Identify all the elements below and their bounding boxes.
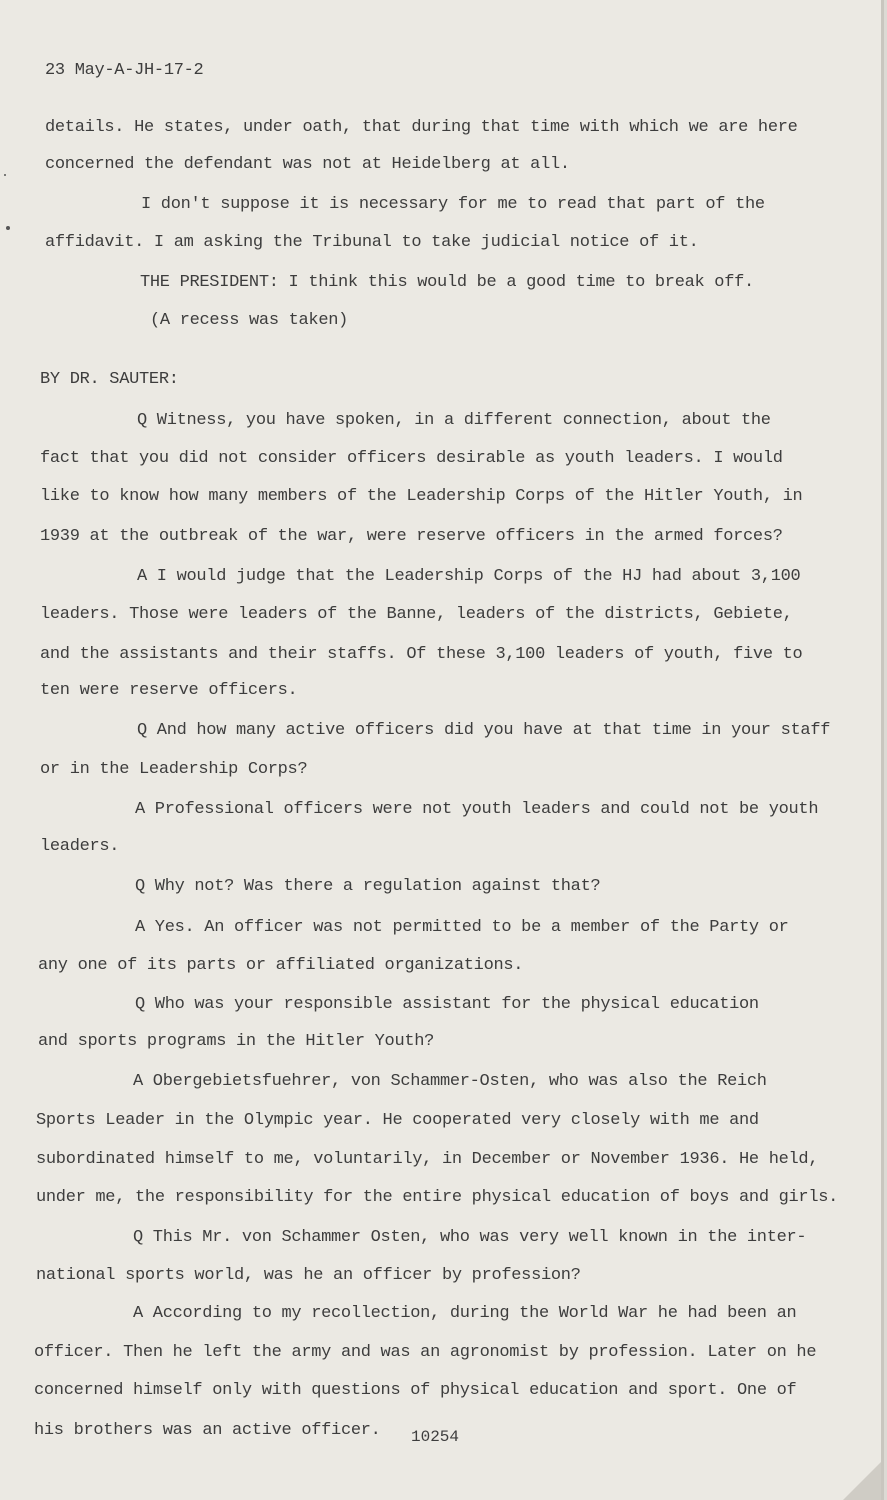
text-line: officer. Then he left the army and was an agronomist by profession. Later on he: [34, 1343, 817, 1362]
text-line: leaders. Those were leaders of the Banne, leaders of the districts, Gebiete,: [40, 605, 793, 624]
text-line: Q Why not? Was there a regulation against that?: [135, 877, 601, 896]
text-line: his brothers was an active officer.: [34, 1421, 381, 1440]
text-line: Q This Mr. von Schammer Osten, who was very well known in the inter-: [133, 1228, 807, 1247]
text-line: any one of its parts or affiliated organizations.: [38, 956, 524, 975]
text-line: subordinated himself to me, voluntarily, in December or November 1936. He held,: [36, 1150, 819, 1169]
text-line: or in the Leadership Corps?: [40, 760, 308, 779]
header-reference: 23 May-A-JH-17-2: [45, 61, 204, 80]
text-line: THE PRESIDENT: I think this would be a good time to break off.: [140, 273, 754, 292]
text-line: ten were reserve officers.: [40, 681, 298, 700]
text-line: A Professional officers were not youth leaders and could not be youth: [135, 800, 819, 819]
margin-mark: [6, 226, 10, 230]
text-line: (A recess was taken): [150, 311, 349, 330]
text-line: Q Witness, you have spoken, in a different connection, about the: [137, 411, 771, 430]
text-line: affidavit. I am asking the Tribunal to take judicial notice of it.: [45, 233, 699, 252]
text-line: 1939 at the outbreak of the war, were reserve officers in the armed forces?: [40, 527, 783, 546]
text-line: fact that you did not consider officers desirable as youth leaders. I would: [40, 449, 783, 468]
page-number: 10254: [411, 1428, 460, 1446]
text-line: details. He states, under oath, that during that time with which we are here: [45, 118, 798, 137]
text-line: A Obergebietsfuehrer, von Schammer-Osten, who was also the Reich: [133, 1072, 767, 1091]
text-line: A I would judge that the Leadership Corps of the HJ had about 3,100: [137, 567, 801, 586]
text-line: A Yes. An officer was not permitted to be a member of the Party or: [135, 918, 789, 937]
margin-mark: [4, 174, 6, 176]
text-line: concerned the defendant was not at Heidelberg at all.: [45, 155, 570, 174]
text-line: Q And how many active officers did you have at that time in your staff: [137, 721, 831, 740]
text-line: leaders.: [40, 837, 120, 856]
text-line: Q Who was your responsible assistant for the physical education: [135, 995, 759, 1014]
text-line: national sports world, was he an officer by profession?: [36, 1266, 581, 1285]
section-heading: BY DR. SAUTER:: [40, 370, 179, 389]
text-line: and sports programs in the Hitler Youth?: [38, 1032, 435, 1051]
text-line: under me, the responsibility for the entire physical education of boys and girls.: [36, 1188, 839, 1207]
text-line: concerned himself only with questions of physical education and sport. One of: [34, 1381, 797, 1400]
text-line: and the assistants and their staffs. Of these 3,100 leaders of youth, five to: [40, 645, 803, 664]
page-corner-fold: [843, 1462, 881, 1500]
text-line: A According to my recollection, during the World War he had been an: [133, 1304, 797, 1323]
text-line: I don't suppose it is necessary for me to read that part of the: [141, 195, 765, 214]
text-line: Sports Leader in the Olympic year. He cooperated very closely with me and: [36, 1111, 759, 1130]
text-line: like to know how many members of the Leadership Corps of the Hitler Youth, in: [40, 487, 803, 506]
